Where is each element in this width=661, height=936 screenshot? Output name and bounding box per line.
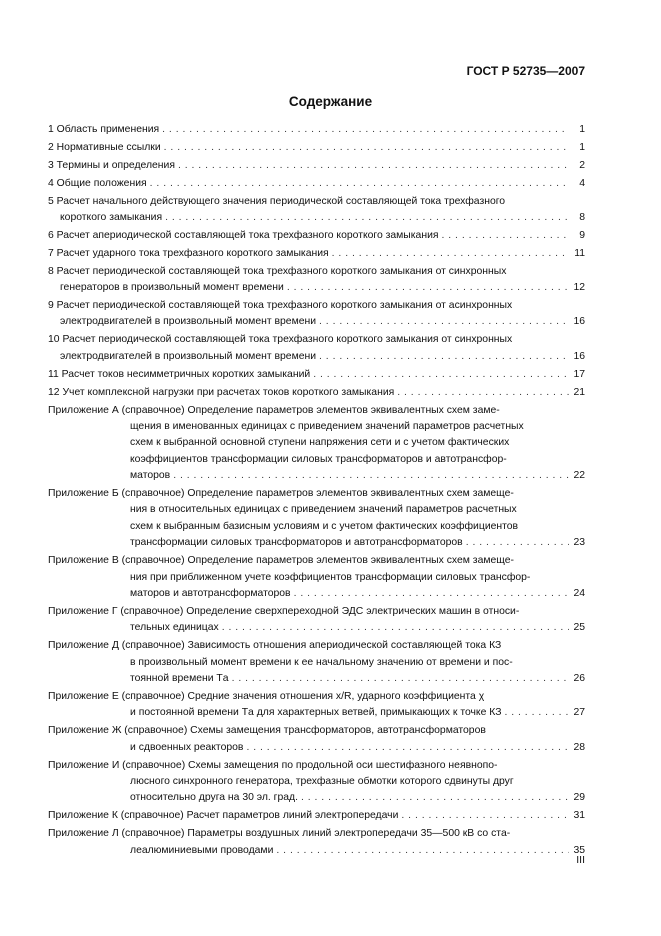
toc-page-ref: 11 bbox=[574, 247, 585, 259]
toc-entry bbox=[48, 332, 585, 365]
toc-entry-line bbox=[48, 403, 585, 419]
dot-leader bbox=[287, 280, 569, 296]
toc-entry bbox=[48, 826, 585, 859]
toc-entry-text: люсного синхронного генератора, трехфазные обмотки которого сдвинуты друг bbox=[130, 775, 514, 787]
toc-entry bbox=[48, 158, 585, 174]
dot-leader bbox=[442, 228, 570, 244]
toc-entry-text: 4 Общие положения bbox=[48, 177, 147, 189]
toc-entry-line bbox=[48, 519, 585, 535]
toc-entry-text: Приложение Ж (справочное) Схемы замещения трансформаторов, автотрансформаторов bbox=[48, 725, 486, 737]
toc-entry-line bbox=[48, 655, 585, 671]
toc-entry-line bbox=[48, 176, 585, 192]
toc-page-ref: 31 bbox=[573, 810, 585, 822]
toc-entry-line bbox=[48, 419, 585, 435]
toc-entry-line bbox=[48, 280, 585, 296]
toc-entry-text: 2 Нормативные ссылки bbox=[48, 141, 161, 153]
dot-leader bbox=[313, 367, 569, 383]
toc-entry-text: щения в именованных единицах с приведением значений параметров расчетных bbox=[130, 420, 524, 432]
toc-entry-line bbox=[48, 586, 585, 602]
dot-leader bbox=[504, 705, 569, 721]
toc-entry-text: электродвигателей в произвольный момент времени bbox=[60, 350, 317, 362]
toc-entry-text: 7 Расчет ударного тока трехфазного короткого замыкания bbox=[48, 247, 329, 259]
dot-leader bbox=[294, 586, 569, 602]
toc-entry-line bbox=[48, 140, 585, 156]
toc-page-ref: 25 bbox=[573, 622, 585, 634]
toc-entry-line bbox=[48, 553, 585, 569]
toc-entry bbox=[48, 638, 585, 687]
contents-title: Содержание bbox=[288, 94, 373, 109]
toc-entry-text: тельных единицах bbox=[130, 622, 219, 634]
toc-entry-line bbox=[48, 790, 585, 806]
page-number: III bbox=[576, 854, 585, 866]
toc-page-ref: 1 bbox=[579, 141, 585, 153]
toc-entry bbox=[48, 228, 585, 244]
toc-entry-text: Приложение Е (справочное) Средние значения отношения x/R, ударного коэффициента χ bbox=[48, 690, 485, 702]
toc-page-ref: 23 bbox=[573, 537, 585, 549]
toc-entry-line bbox=[48, 435, 585, 451]
document-number-header: ГОСТ Р 52735—2007 bbox=[466, 64, 585, 78]
toc-entry bbox=[48, 758, 585, 807]
dot-leader bbox=[164, 140, 569, 156]
toc-page-ref: 35 bbox=[573, 844, 585, 856]
toc-entry-line bbox=[48, 122, 585, 138]
toc-entry bbox=[48, 140, 585, 156]
toc-page-ref: 27 bbox=[573, 707, 585, 719]
toc-entry-text: маторов и автотрансформаторов bbox=[130, 587, 291, 599]
dot-leader bbox=[162, 122, 569, 138]
toc-page-ref: 16 bbox=[573, 316, 585, 328]
toc-entry-line bbox=[48, 620, 585, 636]
dot-leader bbox=[276, 843, 569, 859]
toc-entry bbox=[48, 367, 585, 383]
toc-page-ref: 9 bbox=[579, 229, 585, 241]
toc-entry-line bbox=[48, 826, 585, 842]
toc-entry-text: тоянной времени Tа bbox=[130, 673, 229, 684]
toc-page-ref: 16 bbox=[573, 350, 585, 362]
toc-entry-line bbox=[48, 604, 585, 620]
toc-entry bbox=[48, 486, 585, 552]
toc-entry-line bbox=[48, 314, 585, 330]
toc-entry-text: леалюминиевыми проводами bbox=[130, 844, 274, 856]
toc-entry-line bbox=[48, 723, 585, 739]
toc-page-ref: 24 bbox=[573, 587, 585, 599]
toc-entry-text: короткого замыкания bbox=[60, 212, 163, 224]
dot-leader bbox=[165, 210, 569, 226]
dot-leader bbox=[397, 385, 569, 401]
toc-entry-text: Приложение В (справочное) Определение параметров элементов эквивалентных схем замеще- bbox=[48, 555, 514, 567]
toc-entry bbox=[48, 385, 585, 401]
toc-entry-line bbox=[48, 740, 585, 756]
toc-entry-text: Приложение Б (справочное) Определение параметров элементов эквивалентных схем замеще- bbox=[48, 488, 514, 500]
toc-entry-text: трансформации силовых трансформаторов и автотрансформаторов bbox=[130, 537, 463, 549]
toc-entry-line bbox=[48, 758, 585, 774]
toc-entry bbox=[48, 176, 585, 192]
toc-entry bbox=[48, 604, 585, 637]
toc-entry-text: ния в относительных единицах с приведением значений параметров расчетных bbox=[130, 504, 517, 516]
toc-entry-text: относительно друга на 30 эл. град. bbox=[130, 792, 298, 804]
toc-entry-text: 5 Расчет начального действующего значения периодической составляющей тока трехфазного bbox=[48, 195, 506, 207]
toc-entry-text: ния при приближенном учете коэффициентов трансформации силовых трансфор- bbox=[130, 571, 531, 583]
toc-entry-line bbox=[48, 349, 585, 365]
toc-entry bbox=[48, 689, 585, 722]
toc-entry-text: 12 Учет комплексной нагрузки при расчетах токов короткого замыкания bbox=[48, 386, 395, 398]
dot-leader bbox=[222, 620, 569, 636]
toc-entry-text: Приложение К (справочное) Расчет параметров линий электропередачи bbox=[48, 810, 399, 822]
toc-page-ref: 28 bbox=[573, 741, 585, 753]
toc-entry-text: в произвольный момент времени к ее начальному значению от времени и пос- bbox=[130, 656, 513, 668]
toc-page-ref: 1 bbox=[579, 124, 585, 135]
toc-entry-line bbox=[48, 689, 585, 705]
toc-entry-text: Приложение Г (справочное) Определение сверхпереходной ЭДС электрических машин в относи- bbox=[48, 605, 520, 617]
dot-leader bbox=[332, 246, 569, 262]
toc-entry-text: Приложение И (справочное) Схемы замещения по продольной оси шестифазного неявнопо- bbox=[48, 759, 498, 771]
dot-leader bbox=[401, 808, 569, 824]
toc-entry-text: генераторов в произвольный момент времени bbox=[60, 282, 284, 294]
toc-entry-line bbox=[48, 332, 585, 348]
toc-page-ref: 17 bbox=[573, 368, 585, 380]
toc-entry-text: коэффициентов трансформации силовых трансформаторов и автотрансфор- bbox=[130, 453, 507, 465]
toc-entry bbox=[48, 194, 585, 227]
toc-entry bbox=[48, 553, 585, 602]
toc-entry-line bbox=[48, 570, 585, 586]
toc-page-ref: 26 bbox=[573, 673, 585, 684]
table-of-contents bbox=[48, 122, 585, 860]
toc-entry-text: Приложение Л (справочное) Параметры воздушных линий электропередачи 35—500 кВ со ста- bbox=[48, 828, 511, 840]
toc-page-ref: 8 bbox=[579, 212, 585, 224]
dot-leader bbox=[246, 740, 569, 756]
toc-entry bbox=[48, 723, 585, 756]
toc-entry bbox=[48, 122, 585, 138]
toc-page-ref: 4 bbox=[579, 177, 585, 189]
toc-entry-text: электродвигателей в произвольный момент времени bbox=[60, 316, 317, 328]
toc-entry-line bbox=[48, 774, 585, 790]
toc-entry-line bbox=[48, 486, 585, 502]
dot-leader bbox=[319, 314, 569, 330]
toc-entry-line bbox=[48, 535, 585, 551]
toc-entry-text: Приложение Д (справочное) Зависимость отношения апериодической составляющей тока КЗ bbox=[48, 640, 502, 652]
toc-entry-text: 6 Расчет апериодической составляющей тока трехфазного короткого замыкания bbox=[48, 229, 439, 241]
dot-leader bbox=[173, 468, 569, 484]
toc-entry-line bbox=[48, 194, 585, 210]
toc-entry-text: 11 Расчет токов несимметричных коротких замыканий bbox=[48, 368, 311, 380]
dot-leader bbox=[319, 349, 569, 365]
toc-entry-line bbox=[48, 808, 585, 824]
toc-entry-line bbox=[48, 210, 585, 226]
dot-leader bbox=[178, 158, 569, 174]
toc-page-ref: 2 bbox=[579, 159, 585, 171]
toc-entry-line bbox=[48, 298, 585, 314]
toc-entry-line bbox=[48, 671, 585, 687]
toc-page-ref: 21 bbox=[573, 386, 585, 398]
toc-entry-line bbox=[48, 638, 585, 654]
toc-entry-line bbox=[48, 468, 585, 484]
toc-entry bbox=[48, 298, 585, 331]
toc-entry-line bbox=[48, 843, 585, 859]
toc-entry-line bbox=[48, 228, 585, 244]
dot-leader bbox=[150, 176, 569, 192]
dot-leader bbox=[466, 535, 569, 551]
toc-page-ref: 12 bbox=[573, 282, 585, 294]
toc-entry bbox=[48, 808, 585, 824]
toc-entry-text: 9 Расчет периодической составляющей тока трехфазного короткого замыкания от асинхронных bbox=[48, 300, 513, 312]
toc-entry-line bbox=[48, 452, 585, 468]
toc-entry-text: схем к выбранным базисным условиям и с учетом фактических коэффициентов bbox=[130, 520, 519, 532]
dot-leader bbox=[301, 790, 569, 806]
toc-page-ref: 29 bbox=[573, 792, 585, 804]
toc-entry-line bbox=[48, 502, 585, 518]
toc-entry-text: и сдвоенных реакторов bbox=[130, 741, 244, 753]
dot-leader bbox=[232, 671, 569, 687]
toc-entry-text: и постоянной времени Tа для характерных ветвей, примыкающих к точке КЗ bbox=[130, 707, 502, 719]
toc-page-ref: 22 bbox=[573, 470, 585, 482]
toc-entry-text: Приложение А (справочное) Определение параметров элементов эквивалентных схем заме- bbox=[48, 404, 500, 416]
toc-entry-text: 1 Область применения bbox=[48, 124, 160, 135]
toc-entry bbox=[48, 246, 585, 262]
toc-entry-text: 8 Расчет периодической составляющей тока трехфазного короткого замыкания от синхронных bbox=[48, 265, 507, 277]
toc-entry-text: 10 Расчет периодической составляющей тока трехфазного короткого замыкания от синхронных bbox=[48, 334, 513, 346]
toc-entry-text: 3 Термины и определения bbox=[48, 159, 175, 171]
toc-entry-text: маторов bbox=[130, 470, 171, 482]
toc-entry-line bbox=[48, 705, 585, 721]
toc-entry-text: схем к выбранной основной ступени напряжения сети и с учетом фактических bbox=[130, 437, 510, 449]
toc-entry-line bbox=[48, 246, 585, 262]
toc-entry-line bbox=[48, 158, 585, 174]
toc-entry-line bbox=[48, 367, 585, 383]
toc-entry-line bbox=[48, 385, 585, 401]
toc-entry bbox=[48, 264, 585, 297]
toc-entry-line bbox=[48, 264, 585, 280]
toc-entry bbox=[48, 403, 585, 485]
